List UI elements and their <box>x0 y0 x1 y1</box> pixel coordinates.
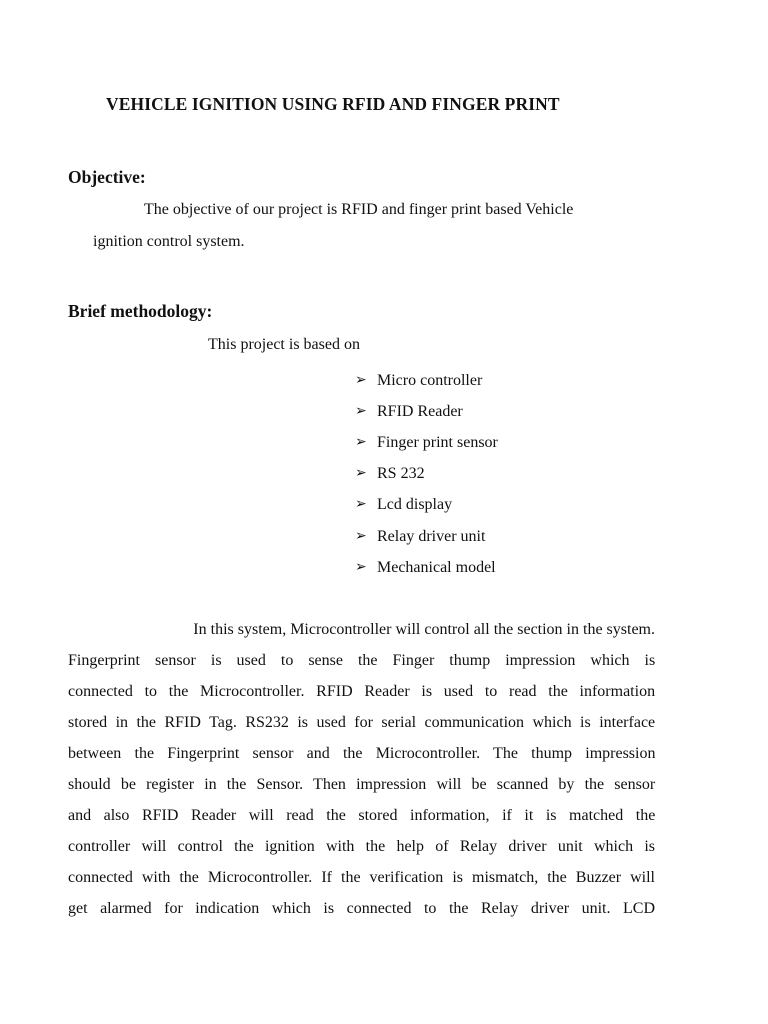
paragraph-line: and also RFID Reader will read the stored information, if it is matched the <box>68 807 656 824</box>
methodology-heading: Brief methodology: <box>68 301 213 321</box>
arrow-bullet-icon: ➢ <box>355 372 367 388</box>
component-list <box>355 365 498 583</box>
list-item <box>355 365 498 396</box>
list-item-label: Finger print sensor <box>377 433 498 451</box>
arrow-bullet-icon: ➢ <box>355 528 367 544</box>
arrow-bullet-icon: ➢ <box>355 559 367 575</box>
list-item <box>355 521 498 552</box>
objective-text-line: The objective of our project is RFID and finger print based Vehicle <box>144 201 574 218</box>
arrow-bullet-icon: ➢ <box>355 497 367 513</box>
methodology-intro: This project is based on <box>208 336 360 353</box>
list-item <box>355 552 498 583</box>
paragraph-line: stored in the RFID Tag. RS232 is used for serial communication which is interface <box>68 714 656 731</box>
body-paragraph <box>68 614 655 924</box>
paragraph-line: Fingerprint sensor is used to sense the Finger thump impression which is <box>68 652 656 669</box>
paragraph-line: connected with the Microcontroller. If the verification is mismatch, the Buzzer will <box>68 869 655 886</box>
list-item-label: RFID Reader <box>377 402 463 420</box>
arrow-bullet-icon: ➢ <box>355 434 367 450</box>
arrow-bullet-icon: ➢ <box>355 403 367 419</box>
list-item-label: Micro controller <box>377 371 483 389</box>
paragraph-line: controller will control the ignition with the help of Relay driver unit which is <box>68 838 655 855</box>
list-item <box>355 459 498 490</box>
list-item <box>355 490 498 521</box>
paragraph-line: get alarmed for indication which is connected to the Relay driver unit. LCD <box>68 900 655 917</box>
list-item <box>355 427 498 458</box>
list-item-label: Mechanical model <box>377 558 496 576</box>
list-item <box>355 396 498 427</box>
objective-heading: Objective: <box>68 167 146 187</box>
objective-text-line: ignition control system. <box>93 233 245 250</box>
paragraph-line: In this system, Microcontroller will control all the section in the system. <box>193 621 655 638</box>
list-item-label: RS 232 <box>377 465 425 483</box>
document-title: VEHICLE IGNITION USING RFID AND FINGER PRINT <box>106 94 560 114</box>
list-item-label: Relay driver unit <box>377 527 486 545</box>
arrow-bullet-icon: ➢ <box>355 466 367 482</box>
paragraph-line: between the Fingerprint sensor and the Microcontroller. The thump impression <box>68 745 656 762</box>
paragraph-line: should be register in the Sensor. Then impression will be scanned by the sensor <box>68 776 656 793</box>
paragraph-line: connected to the Microcontroller. RFID Reader is used to read the information <box>68 683 656 700</box>
list-item-label: Lcd display <box>377 496 453 514</box>
